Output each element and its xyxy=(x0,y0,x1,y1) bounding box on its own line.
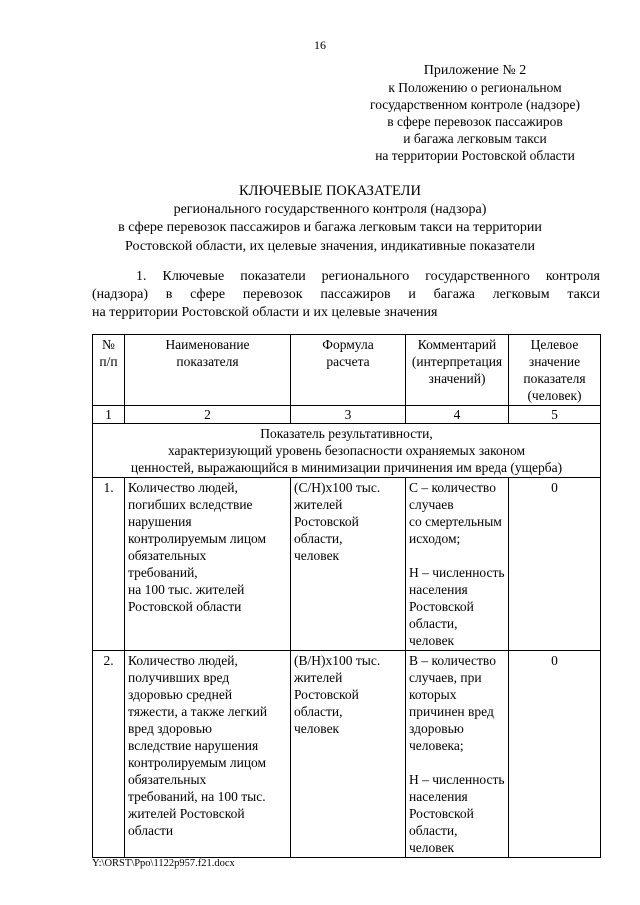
appendix-line: государственном контроле (надзоре) xyxy=(370,97,580,112)
indicator-target: 0 xyxy=(509,651,601,858)
appendix-line: к Положению о региональном xyxy=(388,80,562,95)
heading-line: Ростовской области, их целевые значения, индикативные показатели xyxy=(125,238,535,254)
document-heading xyxy=(60,182,600,256)
column-number: 2 xyxy=(125,406,291,424)
page-number: 16 xyxy=(314,38,326,52)
heading-line: регионального государственного контроля (надзора) xyxy=(173,201,487,217)
intro-line: (надзора) в сфере перевозок пассажиров и багажа легковым такси xyxy=(92,287,600,302)
indicator-formula: (С/Н)х100 тыс. жителей Ростовской области, человек xyxy=(291,478,406,651)
heading-title: КЛЮЧЕВЫЕ ПОКАЗАТЕЛИ xyxy=(239,183,421,199)
appendix-title: Приложение № 2 xyxy=(423,63,527,78)
indicator-name: Количество людей, погибших вследствие нарушения контролируемым лицом обязательных требований, на 100 тыс. жителей Ростовской области xyxy=(125,478,291,651)
header-name: Наименование показателя xyxy=(125,335,291,406)
indicator-target: 0 xyxy=(509,478,601,651)
appendix-block xyxy=(350,62,600,164)
table-row xyxy=(93,651,601,858)
indicator-comment: С – количество случаев со смертельным исходом; Н – численность населения Ростовской области, человек xyxy=(406,478,509,651)
column-number: 3 xyxy=(291,406,406,424)
indicator-formula: (В/Н)х100 тыс. жителей Ростовской области, человек xyxy=(291,651,406,858)
heading-line: в сфере перевозок пассажиров и багажа легковым такси на территории xyxy=(118,220,542,235)
column-number: 1 xyxy=(93,406,125,424)
header-target: Целевое значение показателя (человек) xyxy=(509,335,601,406)
column-number: 4 xyxy=(406,406,509,424)
appendix-line: в сфере перевозок пассажиров xyxy=(387,114,563,129)
section-title: Показатель результативности, характеризующий уровень безопасности охраняемых законом ценностей, выражающийся в минимизации причинения им вреда (ущерба) xyxy=(93,424,601,478)
header-num: № п/п xyxy=(93,335,125,406)
file-path-footer: Y:\ORST\Ppo\1122p957.f21.docx xyxy=(92,858,235,869)
intro-line: на территории Ростовской области и их целевые значения xyxy=(92,305,438,320)
intro-paragraph xyxy=(92,268,600,322)
section-row xyxy=(93,424,601,478)
table-header-row xyxy=(93,335,601,406)
column-number: 5 xyxy=(509,406,601,424)
row-number: 2. xyxy=(93,651,125,858)
indicators-table xyxy=(92,334,601,858)
indicator-name: Количество людей, получивших вред здоровью средней тяжести, а также легкий вред здоровью вследствие нарушения контролируемым лицом обязательных требований, на 100 тыс. жителей Ростовской области xyxy=(125,651,291,858)
indicator-comment: В – количество случаев, при которых причинен вред здоровью человека; Н – численность населения Ростовской области, человек xyxy=(406,651,509,858)
column-number-row xyxy=(93,406,601,424)
header-formula: Формула расчета xyxy=(291,335,406,406)
row-number: 1. xyxy=(93,478,125,651)
header-comment: Комментарий (интерпретация значений) xyxy=(406,335,509,406)
table-row xyxy=(93,478,601,651)
appendix-line: и багажа легковым такси xyxy=(403,131,547,146)
appendix-line: на территории Ростовской области xyxy=(375,148,575,163)
intro-line: 1. Ключевые показатели регионального государственного контроля xyxy=(136,269,600,284)
